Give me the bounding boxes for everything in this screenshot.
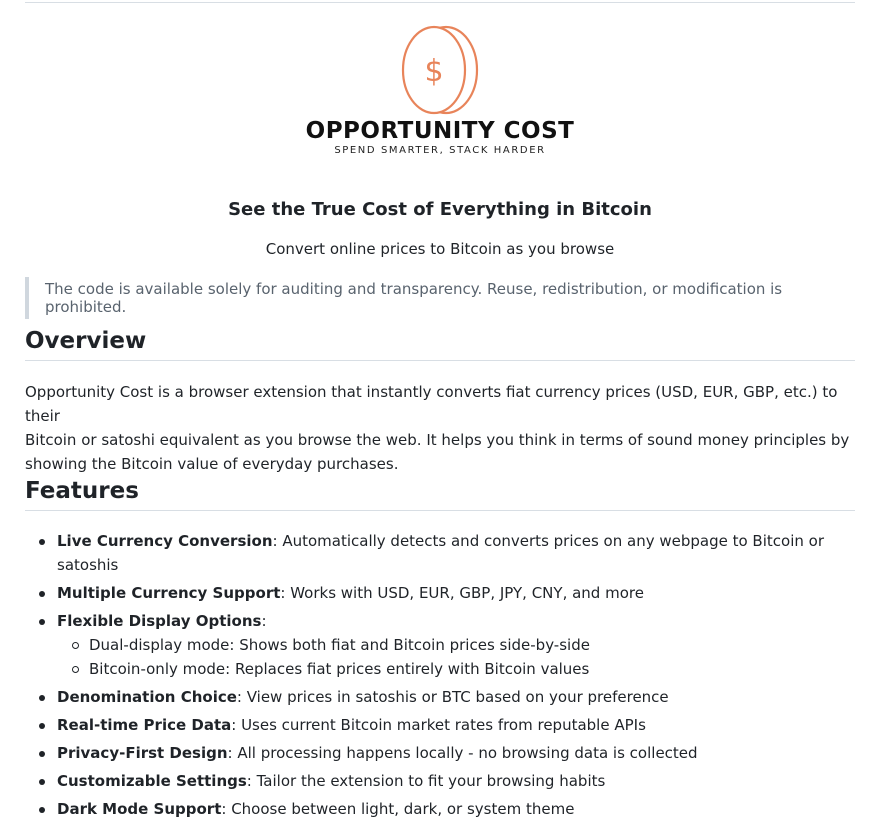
features-heading: Features bbox=[25, 478, 855, 511]
list-item bbox=[57, 769, 855, 793]
feature-desc: : Uses current Bitcoin market rates from reputable APIs bbox=[231, 716, 646, 734]
feature-desc: : Choose between light, dark, or system theme bbox=[221, 800, 575, 818]
feature-name: Multiple Currency Support bbox=[57, 584, 281, 602]
page-subtitle: Convert online prices to Bitcoin as you browse bbox=[265, 240, 615, 258]
feature-name: Denomination Choice bbox=[57, 688, 237, 706]
list-item bbox=[57, 609, 855, 681]
overview-paragraph bbox=[25, 380, 855, 476]
feature-desc: : Automatically detects and converts prices on any webpage to Bitcoin or satoshis bbox=[57, 532, 824, 574]
list-item bbox=[57, 529, 855, 577]
feature-desc: : View prices in satoshis or BTC based on your preference bbox=[236, 688, 669, 706]
feature-desc: : Tailor the extension to fit your browsing habits bbox=[246, 772, 606, 790]
logo bbox=[0, 24, 880, 156]
license-notice: The code is available solely for auditing and transparency. Reuse, redistribution, or modification is prohibited. bbox=[25, 277, 855, 319]
feature-name: Customizable Settings bbox=[57, 772, 247, 790]
display-options-list bbox=[57, 633, 855, 681]
feature-desc: : bbox=[261, 612, 267, 630]
page-heading: See the True Cost of Everything in Bitcoin bbox=[228, 199, 652, 220]
feature-name: Flexible Display Options bbox=[57, 612, 262, 630]
list-item bbox=[57, 713, 855, 737]
overview-line: Opportunity Cost is a browser extension that instantly converts fiat currency prices (USD, EUR, GBP, etc.) to their bbox=[25, 383, 838, 425]
list-item bbox=[57, 581, 855, 605]
feature-desc: : Works with USD, EUR, GBP, JPY, CNY, and more bbox=[280, 584, 644, 602]
list-item: Dual-display mode: Shows both fiat and Bitcoin prices side-by-side bbox=[89, 633, 855, 657]
feature-desc: : All processing happens locally - no browsing data is collected bbox=[227, 744, 698, 762]
dollar-coin-icon bbox=[400, 24, 480, 116]
list-item bbox=[57, 797, 855, 821]
list-item bbox=[57, 741, 855, 765]
feature-name: Privacy-First Design bbox=[57, 744, 228, 762]
feature-name: Dark Mode Support bbox=[57, 800, 222, 818]
top-divider bbox=[25, 2, 855, 3]
feature-name: Live Currency Conversion bbox=[57, 532, 273, 550]
overview-line: showing the Bitcoin value of everyday purchases. bbox=[25, 455, 399, 473]
list-item: Bitcoin-only mode: Replaces fiat prices entirely with Bitcoin values bbox=[89, 657, 855, 681]
coin-symbol: $ bbox=[424, 54, 444, 89]
overview-heading: Overview bbox=[25, 328, 855, 361]
brand-tagline: SPEND SMARTER, STACK HARDER bbox=[334, 145, 546, 156]
features-list bbox=[25, 529, 855, 825]
feature-name: Real-time Price Data bbox=[57, 716, 232, 734]
list-item bbox=[57, 685, 855, 709]
brand-name: OPPORTUNITY COST bbox=[305, 118, 575, 144]
overview-line: Bitcoin or satoshi equivalent as you browse the web. It helps you think in terms of sound money principles by bbox=[25, 431, 850, 449]
